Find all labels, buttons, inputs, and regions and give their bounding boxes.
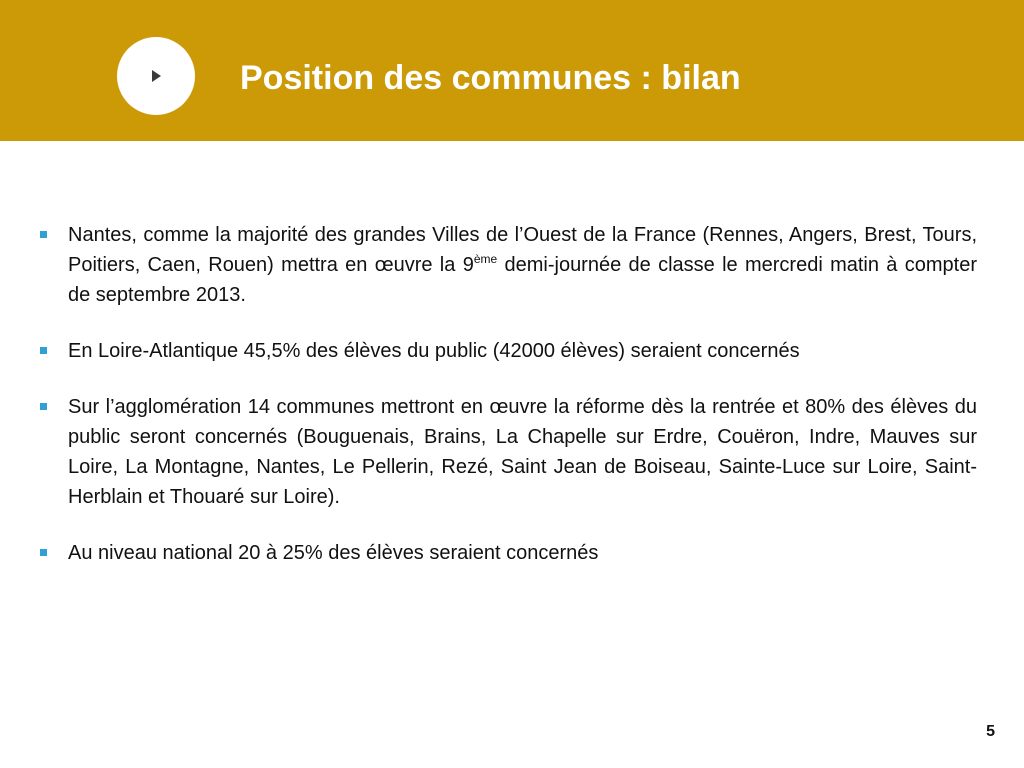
slide-header bbox=[0, 0, 1024, 141]
bullet-item-national bbox=[40, 538, 977, 568]
bullet-item-nantes bbox=[40, 220, 977, 310]
bullet-superscript: ème bbox=[473, 252, 498, 266]
bullet-text: En Loire-Atlantique 45,5% des élèves du public (42000 élèves) seraient concernés bbox=[68, 340, 800, 362]
bullet-text: Au niveau national 20 à 25% des élèves seraient concernés bbox=[68, 542, 599, 564]
square-bullet-icon bbox=[40, 347, 47, 354]
square-bullet-icon bbox=[40, 403, 47, 410]
bullet-text-part-2: demi-journée de classe le mercredi matin à compter de septembre 2013. bbox=[68, 254, 977, 306]
slide-title: Position des communes : bilan bbox=[240, 59, 741, 97]
bullet-text: Sur l’agglomération 14 communes mettront en œuvre la réforme dès la rentrée et 80% des élèves du public seront concernés (Bouguenais, Brains, La Chapelle sur Erdre, Couëron, Indre, Mauves sur Loire, La Montagne, Nantes, Le Pellerin, Rezé, Saint Jean de Boiseau, Sainte-Luce sur Loire, Saint-Herblain et Thouaré sur Loire). bbox=[68, 396, 977, 508]
play-icon bbox=[117, 37, 195, 115]
play-button[interactable] bbox=[117, 37, 195, 115]
bullet-item-agglomeration bbox=[40, 392, 977, 512]
bullet-item-loire-atlantique bbox=[40, 336, 977, 366]
slide-content bbox=[40, 220, 977, 568]
page-number: 5 bbox=[986, 723, 995, 740]
bullet-list bbox=[40, 220, 977, 568]
square-bullet-icon bbox=[40, 549, 47, 556]
bullet-text-part-1: Nantes, comme la majorité des grandes Villes de l’Ouest de la France (Rennes, Angers, Brest, Tours, Poitiers, Caen, Rouen) mettra en œuvre la 9 bbox=[68, 224, 977, 276]
square-bullet-icon bbox=[40, 231, 47, 238]
